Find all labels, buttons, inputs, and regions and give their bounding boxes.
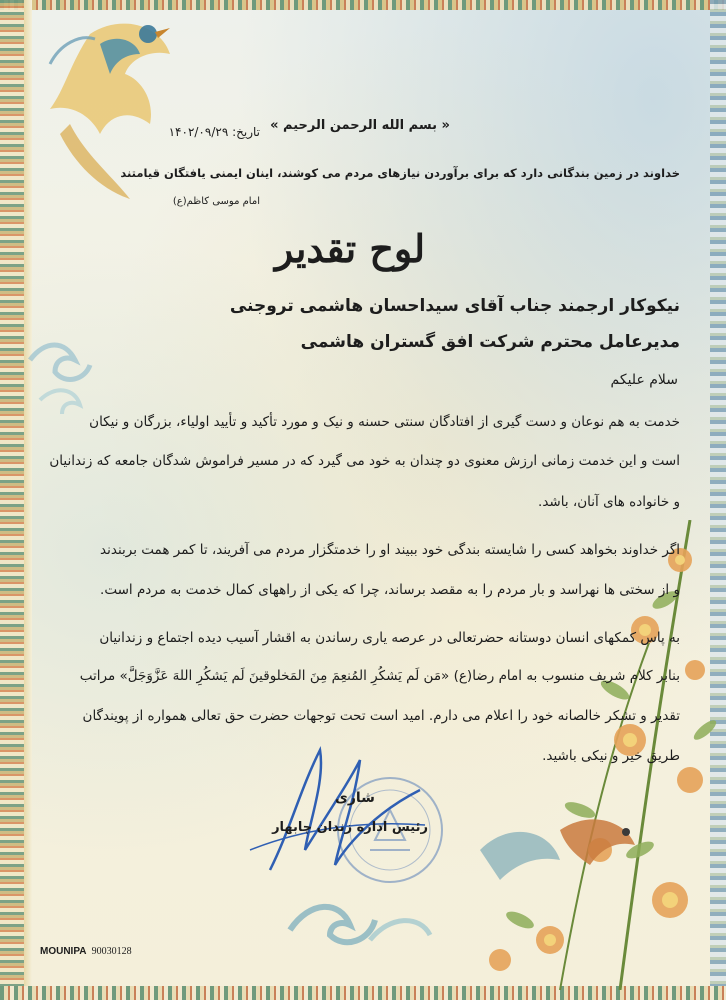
body-line: است و این خدمت زمانی ارزش معنوی دو چندان به خود می گیرد که در مسیر فراموش شدگان جامعه که زندانیان	[49, 453, 680, 469]
basmala: « بسم الله الرحمن الرحیم »	[270, 118, 450, 133]
quote-attribution: امام موسی کاظم(ع)	[172, 196, 260, 207]
signatory-name: شاری	[335, 790, 375, 806]
paper-brand: MOUNIPA	[40, 946, 87, 957]
decorative-border-left	[0, 0, 24, 1000]
certificate-title: لوح تقدیر	[274, 226, 426, 271]
body-line: به پاس کمکهای انسان دوستانه حضرتعالی در عرصه یاری رساندن به اقشار آسیب دیده اجتماع و زندانیان	[99, 630, 680, 646]
body-line: تقدیر و تشکر خالصانه خود را اعلام می دارم. امید است تحت توجهات حضرت حق تعالی همواره از پویندگان	[82, 708, 680, 724]
hadith-quote: خداوند در زمین بندگانی دارد که برای برآوردن نیازهای مردم می کوشند، اینان ایمنی یافتگان قیامتند	[120, 166, 680, 180]
issue-date: تاریخ: ۱۴۰۲/۰۹/۲۹	[168, 125, 260, 139]
body-line: بنابر کلام شریف منسوب به امام رضا(ع) «مَن لَم یَشکُرِ المُنعِمَ مِنَ المَخلوقینَ لَم یَشکُرِ اللهَ عَزَّوَجَلَّ» مراتب	[79, 668, 680, 684]
paper-serial: 90030128	[91, 946, 132, 957]
recipient-position: مدیرعامل محترم شرکت افق گستران هاشمی	[300, 332, 680, 352]
greeting: سلام علیکم	[610, 372, 678, 388]
signatory-title: رئیس اداره زندان چابهار	[272, 820, 428, 835]
body-line: و خانواده های آنان، باشد.	[538, 494, 680, 510]
body-line: خدمت به هم نوعان و دست گیری از افتادگان سنتی حسنه و نیک و مورد تأکید و تأیید اولیاء، بزرگان و نیکان	[89, 414, 680, 430]
body-line: و از سختی ها نهراسد و بار مردم را به مقصد برساند، چرا که یکی از راههای کمال خدمت به مردم است.	[100, 582, 680, 598]
paper-code	[40, 946, 132, 957]
recipient-name: نیکوکار ارجمند جناب آقای سیداحسان هاشمی تروجنی	[229, 296, 680, 316]
body-line: طریق خیر و نیکی باشید.	[542, 748, 680, 764]
body-line: اگر خداوند بخواهد کسی را شایسته بندگی خود ببیند او را خدمتگزار مردم می آفریند، تا کمر همت بربندند	[100, 542, 680, 558]
